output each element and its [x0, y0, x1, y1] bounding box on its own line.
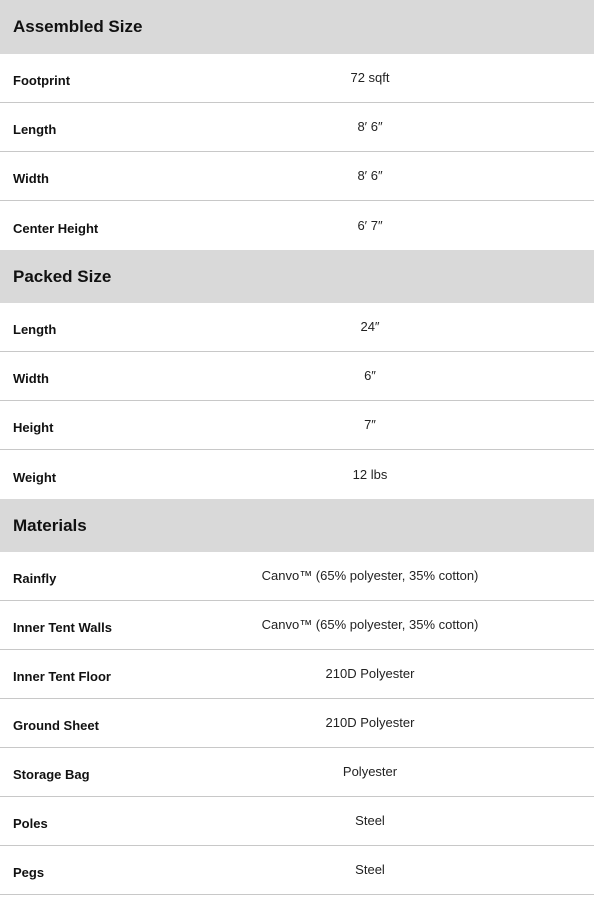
spec-label: Weight [13, 469, 57, 485]
spec-row-storage-bag [0, 748, 594, 797]
section-header-assembled-size: Assembled Size [0, 0, 594, 54]
spec-label: Width [13, 370, 49, 386]
spec-row-inner-tent-walls [0, 601, 594, 650]
spec-label: Length [13, 321, 57, 337]
spec-label: Center Height [13, 220, 99, 236]
spec-value: Steel [355, 861, 385, 877]
spec-row-inner-tent-floor [0, 650, 594, 699]
spec-row-length [0, 303, 594, 352]
spec-label: Inner Tent Walls [13, 619, 112, 635]
spec-row-center-height [0, 201, 594, 250]
spec-label: Height [13, 419, 54, 435]
spec-value: Canvo™ (65% polyester, 35% cotton) [261, 616, 479, 632]
spec-row-poles [0, 797, 594, 846]
spec-row-height [0, 401, 594, 450]
spec-value: Steel [355, 812, 385, 828]
spec-value: 8′ 6″ [357, 167, 383, 183]
spec-label: Rainfly [13, 570, 57, 586]
spec-row-pegs [0, 846, 594, 895]
spec-row-rainfly [0, 552, 594, 601]
spec-row-width [0, 152, 594, 201]
spec-label: Poles [13, 815, 48, 831]
spec-label: Inner Tent Floor [13, 668, 111, 684]
spec-label: Pegs [13, 864, 45, 880]
spec-label: Ground Sheet [13, 717, 99, 733]
spec-value: Polyester [342, 763, 398, 779]
spec-value: 6′ 7″ [357, 217, 383, 233]
spec-value: 6″ [364, 367, 376, 383]
spec-row-length [0, 103, 594, 152]
spec-value: 8′ 6″ [357, 118, 383, 134]
spec-label: Storage Bag [13, 766, 90, 782]
spec-value: 72 sqft [350, 69, 390, 85]
spec-row-footprint [0, 54, 594, 103]
spec-label: Width [13, 170, 49, 186]
spec-row-ground-sheet [0, 699, 594, 748]
spec-value: 12 lbs [352, 466, 388, 482]
spec-value: 24″ [360, 318, 380, 334]
spec-label: Footprint [13, 72, 71, 88]
section-header-packed-size: Packed Size [0, 250, 594, 303]
spec-value: 210D Polyester [325, 714, 415, 730]
spec-label: Length [13, 121, 57, 137]
section-header-materials: Materials [0, 499, 594, 552]
spec-row-weight [0, 450, 594, 499]
spec-value: Canvo™ (65% polyester, 35% cotton) [261, 567, 479, 583]
spec-row-width [0, 352, 594, 401]
spec-value: 210D Polyester [325, 665, 415, 681]
spec-value: 7″ [364, 416, 376, 432]
